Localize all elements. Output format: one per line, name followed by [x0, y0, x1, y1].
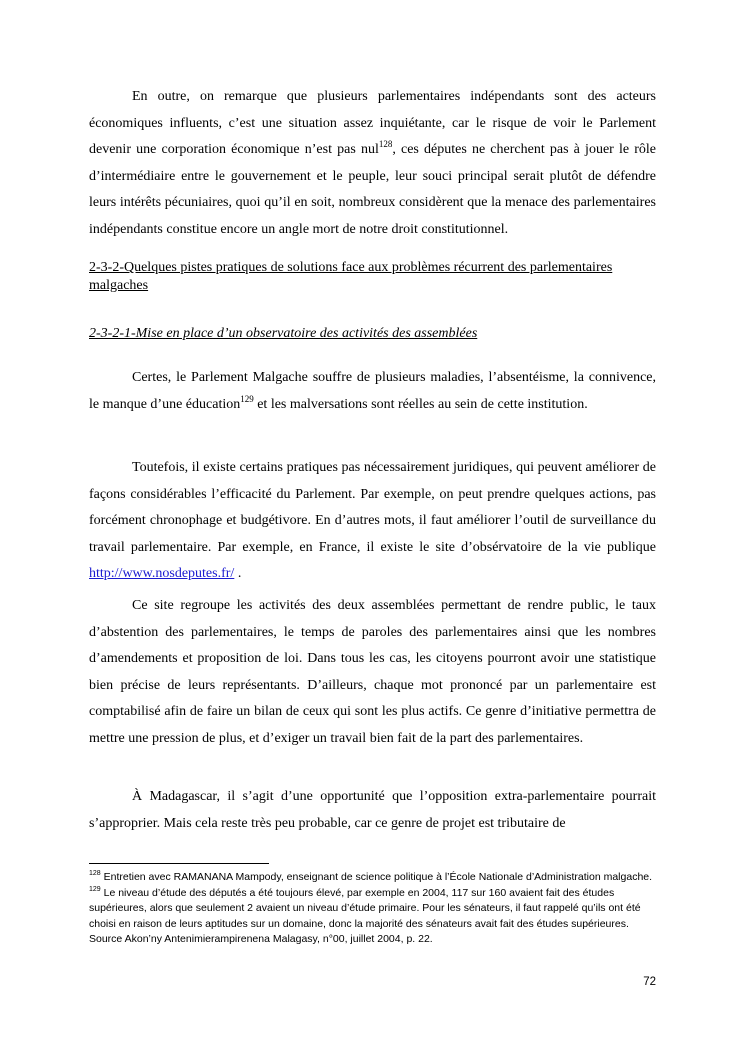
paragraph-4-text: Ce site regroupe les activités des deux assemblées permettant de rendre public, le taux d’abstention des parlementaires, le temps de paroles des parlementaires ainsi que les nombres d’amendements et proposition de loi. Dans tous les cas, les citoyens pourront avoir une statistique bien précise de leurs représentants. D’ailleurs, chaque mot prononcé par un parlementaire est comptabilisé afin de faire un bilan de ceux qui sont les plus actifs. Ce genre d’initiative permettra de mettre une pression de plus, et d’exiger un travail bien fait de la part des parlementaires. — [89, 598, 656, 746]
paragraph-2-text-a: Certes, le Parlement Malgache souffre de plusieurs maladies, l’absentéisme, la connivence, le manque d’une éducation — [89, 370, 656, 412]
footnote-ref-128[interactable]: 128 — [378, 139, 393, 149]
paragraph-4 — [89, 593, 656, 752]
paragraph-3 — [89, 455, 656, 588]
nosdeputes-link[interactable]: http://www.nosdeputes.fr/ — [89, 566, 235, 581]
paragraph-5-text: À Madagascar, il s’agit d’une opportunité que l’opposition extra-parlementaire pourrait s’approprier. Mais cela reste très peu probable, car ce genre de projet est tributaire de — [89, 789, 656, 831]
section-heading-2-3-2: 2-3-2-Quelques pistes pratiques de solutions face aux problèmes récurrent des parlementaires malgaches — [89, 260, 613, 293]
paragraph-5 — [89, 784, 656, 837]
footnote-129 — [89, 886, 659, 948]
footnote-number-128: 128 — [89, 870, 101, 877]
footnote-128-text: Entretien avec RAMANANA Mampody, enseignant de science politique à l’École Nationale d’Administration malgache. — [100, 871, 653, 883]
footnotes — [89, 870, 659, 948]
paragraph-1-text-a: En outre, on remarque que plusieurs parlementaires indépendants sont des acteurs économiques influents, c’est une situation assez inquiétante, car le risque de voir le Parlement devenir une corporation économique n’est pas nul — [89, 89, 656, 157]
paragraph-1-text-b: , ces députes ne cherchent pas à jouer le rôle d’intermédiaire entre le gouvernement et le peuple, leur souci principal serait plutôt de défendre leurs intérêts pécuniaires, quoi qu’il en soit, nombreux considèrent que la menace des parlementaires indépendants constitue encore un angle mort de notre droit constitutionnel. — [89, 142, 656, 237]
footnote-129-text: Le niveau d’étude des députés a été toujours élevé, par exemple en 2004, 117 sur 160 avaient fait des études supérieures, alors que seulement 2 avaient un niveau d’étude primaire. Pour les sénateurs, il faut rappelé qu’ils ont été choisi en raison de leurs aptitudes sur un domaine, donc la majorité des sénateurs avait fait des études supérieures. Source Akon’ny Antenimierampirenena Malagasy, n°00, juillet 2004, p. 22. — [89, 886, 641, 945]
footnote-separator — [89, 863, 269, 864]
page-number: 72 — [643, 976, 656, 988]
footnote-ref-129[interactable]: 129 — [240, 393, 254, 404]
subsection-heading-2-3-2-1: 2-3-2-1-Mise en place d’un observatoire des activités des assemblées — [89, 326, 478, 341]
paragraph-3-text-a: Toutefois, il existe certains pratiques pas nécessairement juridiques, qui peuvent améliorer de façons considérables l’efficacité du Parlement. Par exemple, on peut prendre quelques actions, pas forcément chronophage et budgétivore. En d’autres mots, il faut améliorer l’outil de surveillance du travail parlementaire. Par exemple, en France, il existe le site d’obsérvatoire de la vie publique — [89, 460, 656, 555]
paragraph-1 — [89, 84, 656, 243]
paragraph-2 — [89, 365, 656, 418]
paragraph-2-text-b: et les malversations sont réelles au sein de cette institution. — [253, 396, 588, 412]
paragraph-3-text-b: . — [234, 566, 242, 581]
footnote-number-129: 129 — [89, 885, 101, 893]
footnote-128 — [89, 870, 659, 886]
